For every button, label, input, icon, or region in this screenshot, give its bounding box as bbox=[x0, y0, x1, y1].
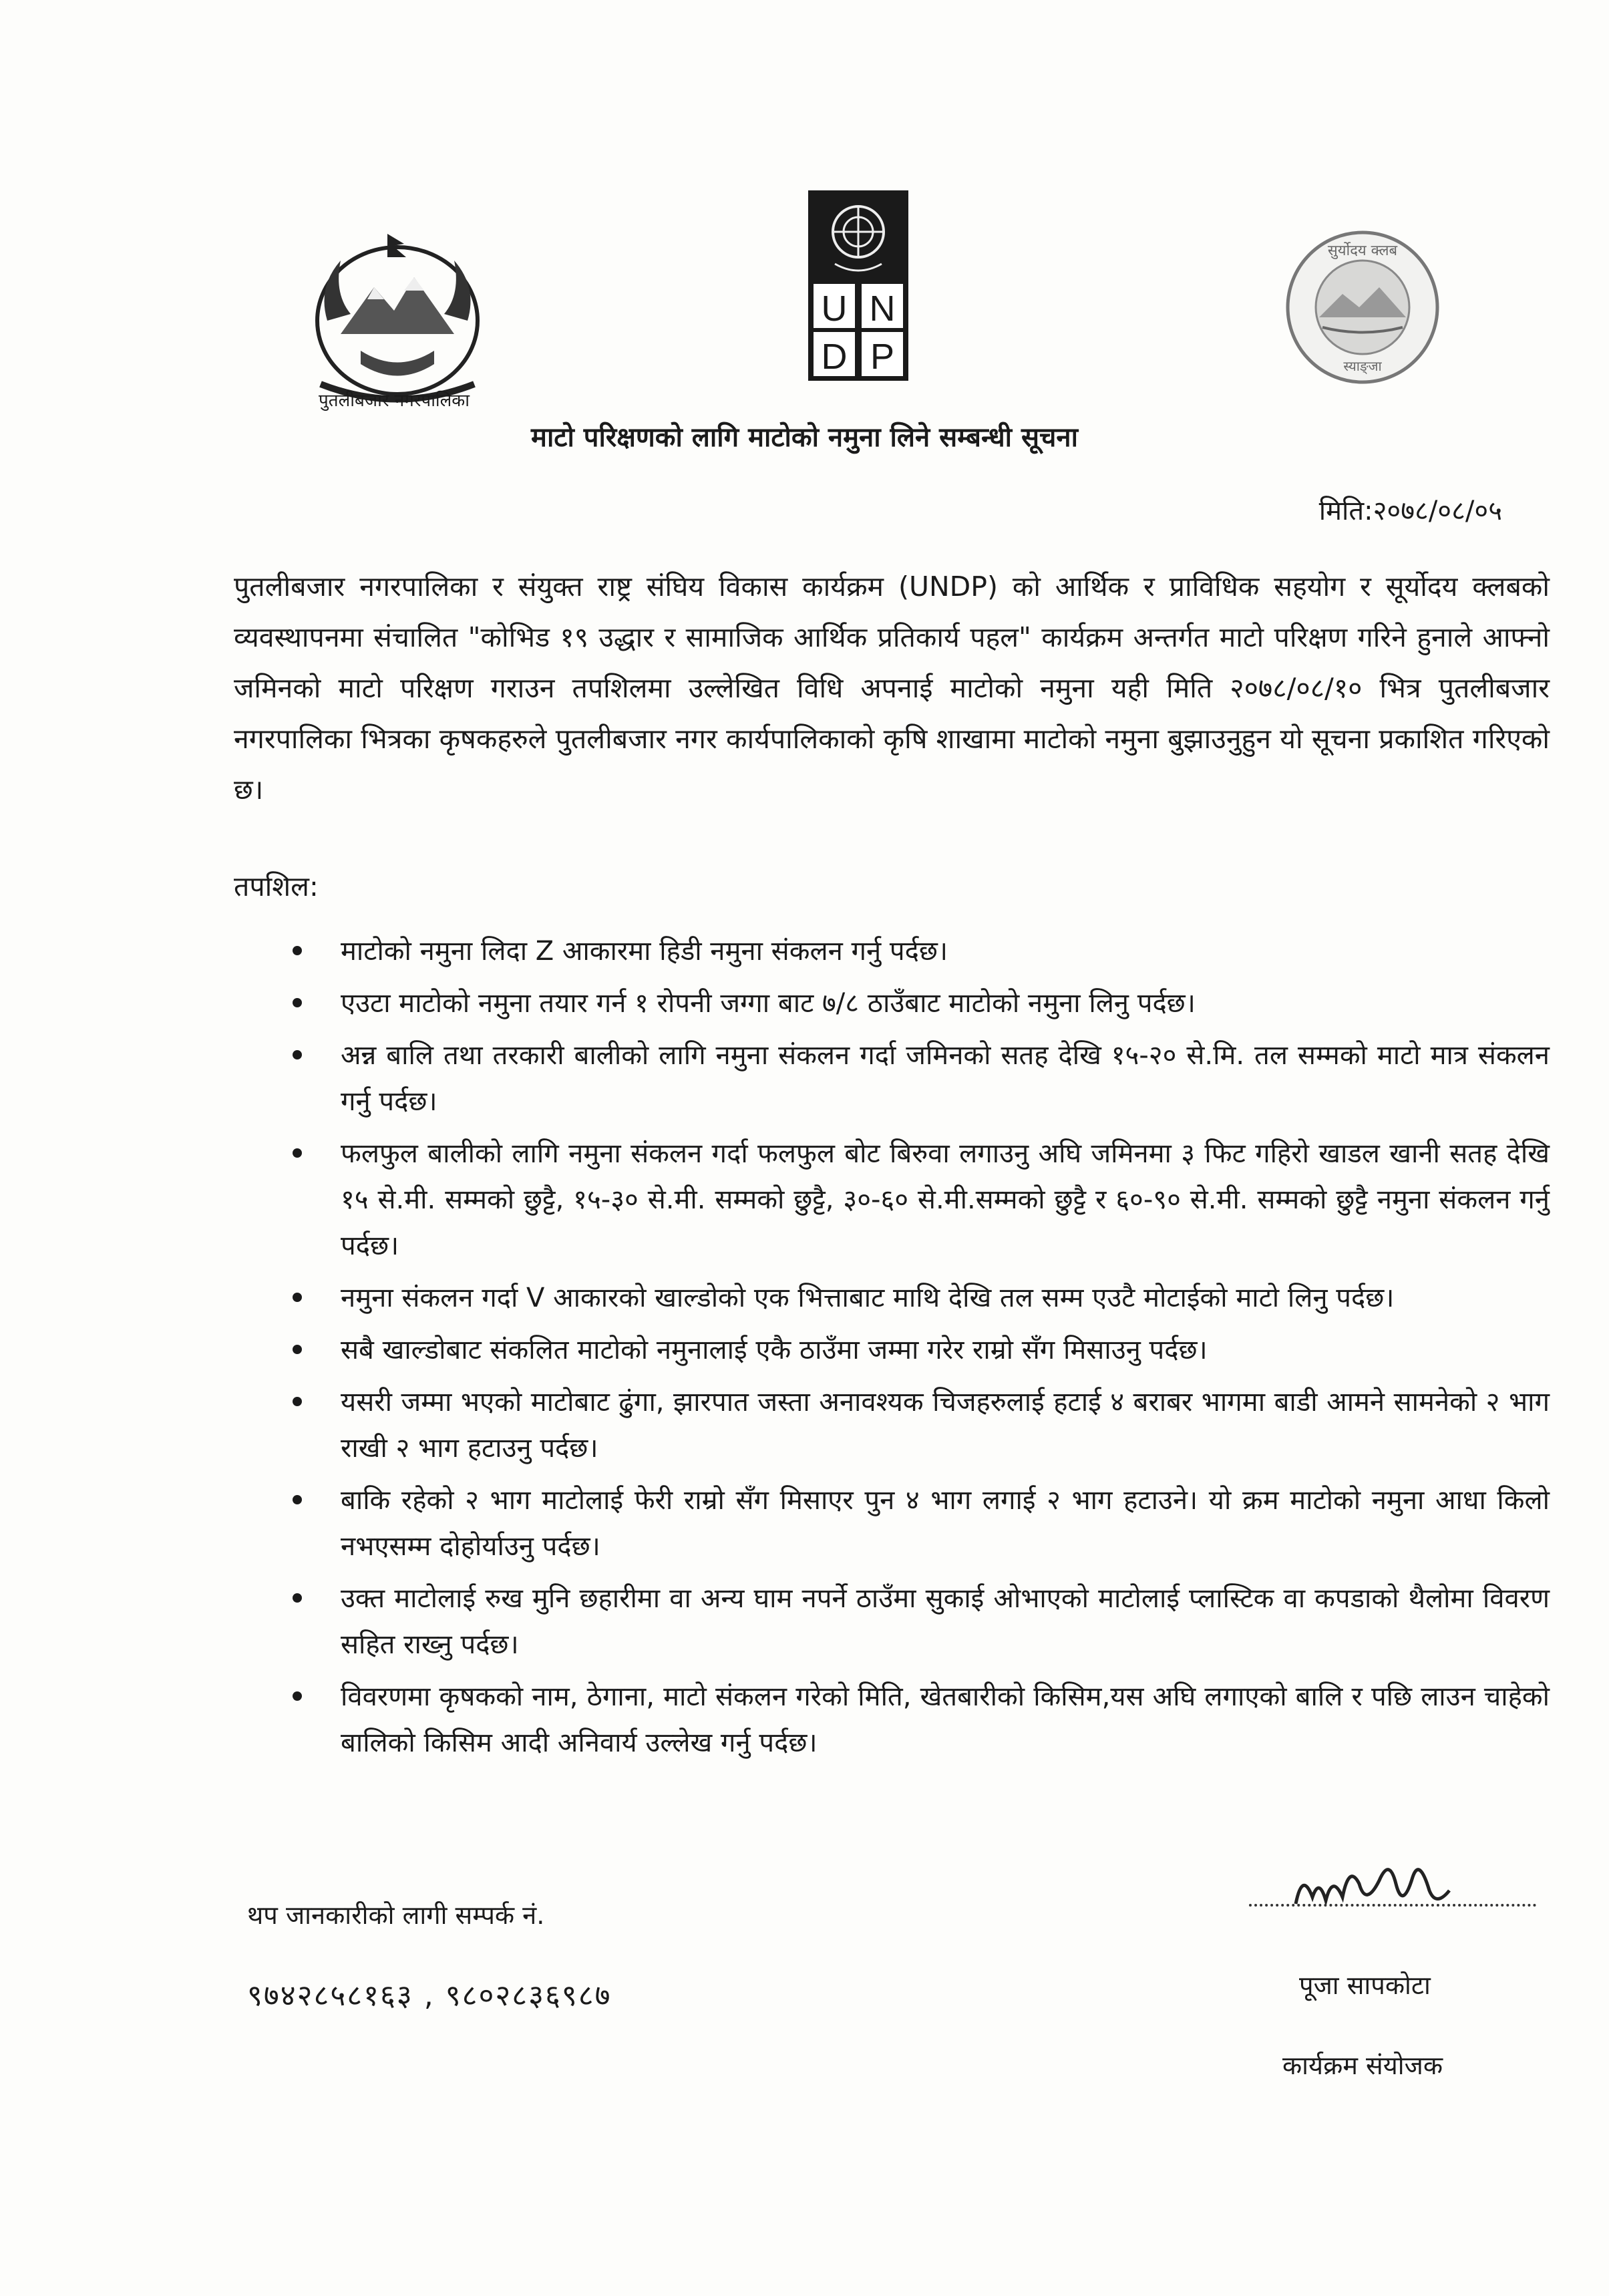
list-item bbox=[287, 1379, 1550, 1472]
undp-letter-u: U bbox=[821, 289, 848, 329]
list-item-text: बाकि रहेको २ भाग माटोलाई फेरी राम्रो सँग मिसाएर पुन ४ भाग लगाई २ भाग हटाउने। यो क्रम माटोको नमुना आधा किलो नभएसम्म दोहोर्याउनु पर्दछ। bbox=[341, 1485, 1550, 1562]
seal-top-text: सुर्योदय क्लब bbox=[1327, 242, 1398, 259]
list-item bbox=[287, 1033, 1550, 1125]
bullet-icon bbox=[293, 1495, 302, 1504]
notice-title: माटो परिक्षणको लागि माटोको नमुना लिने सम्बन्धी सूचना bbox=[531, 422, 1078, 453]
notice-date: मिति:२०७८/०८/०५ bbox=[1318, 496, 1502, 526]
bullet-icon bbox=[293, 1345, 302, 1354]
contact-label: थप जानकारीको लागी सम्पर्क नं. bbox=[247, 1901, 545, 1930]
undp-letter-p: P bbox=[870, 337, 895, 377]
bullet-icon bbox=[293, 1148, 302, 1158]
list-item-text: अन्न बालि तथा तरकारी बालीको लागि नमुना संकलन गर्दा जमिनको सतह देखि १५-२० से.मि. तल सम्मको माटो मात्र संकलन गर्नु पर्दछ। bbox=[341, 1040, 1550, 1117]
contact-phone-numbers: ९७४२८५८१६३ , ९८०२८३६९८७ bbox=[247, 1979, 612, 2013]
signature-image bbox=[1249, 1844, 1536, 1924]
bullet-icon bbox=[293, 946, 302, 955]
bullet-icon bbox=[293, 1293, 302, 1302]
bullet-icon bbox=[293, 1691, 302, 1701]
signer-title: कार्यक्रम संयोजक bbox=[1282, 2051, 1443, 2080]
undp-letter-n: N bbox=[869, 289, 896, 329]
list-item bbox=[287, 981, 1550, 1027]
list-item bbox=[287, 1478, 1550, 1570]
list-item bbox=[287, 1275, 1550, 1321]
undp-logo bbox=[808, 190, 908, 381]
list-item-text: सबै खाल्डोबाट संकलित माटोको नमुनालाई एकै ठाउँमा जम्मा गरेर राम्रो सँग मिसाउनु पर्दछ। bbox=[341, 1335, 1208, 1365]
list-item bbox=[287, 1576, 1550, 1668]
nepal-emblem-logo bbox=[287, 220, 508, 414]
list-item-text: नमुना संकलन गर्दा V आकारको खाल्डोको एक भित्ताबाट माथि देखि तल सम्म एउटै मोटाईको माटो लिनु पर्दछ। bbox=[341, 1283, 1395, 1313]
suryodaya-club-seal bbox=[1282, 227, 1443, 387]
list-item-text: फलफुल बालीको लागि नमुना संकलन गर्दा फलफुल बोट बिरुवा लगाउनु अघि जमिनमा ३ फिट गहिरो खाडल खानी सतह देखि १५ से.मी. सम्मको छुट्टै, १५-३० से.मी. सम्मको छुट्टै, ३०-६० से.मी.सम्मको छुट्टै र ६०-९० से.मी. सम्मको छुट्टै नमुना संकलन गर्नु पर्दछ। bbox=[341, 1138, 1550, 1261]
bullet-icon bbox=[293, 1593, 302, 1603]
bullet-icon bbox=[293, 1050, 302, 1059]
bullet-icon bbox=[293, 998, 302, 1007]
list-item bbox=[287, 1327, 1550, 1373]
list-item-text: एउटा माटोको नमुना तयार गर्न १ रोपनी जग्गा बाट ७/८ ठाउँबाट माटोको नमुना लिनु पर्दछ। bbox=[341, 988, 1196, 1019]
signer-name: पूजा सापकोटा bbox=[1299, 1971, 1431, 2000]
municipality-caption: पुतलीबजार नगरपालिका bbox=[319, 391, 470, 411]
details-label: तपशिल: bbox=[234, 870, 319, 903]
undp-letter-d: D bbox=[821, 337, 848, 377]
list-item-text: उक्त माटोलाई रुख मुनि छहारीमा वा अन्य घाम नपर्ने ठाउँमा सुकाई ओभाएको माटोलाई प्लास्टिक वा कपडाको थैलोमा विवरण सहित राख्नु पर्दछ। bbox=[341, 1583, 1550, 1660]
list-item-text: विवरणमा कृषकको नाम, ठेगाना, माटो संकलन गरेको मिति, खेतबारीको किसिम,यस अघि लगाएको बालि र पछि लाउन चाहेको बालिको किसिम आदी अनिवार्य उल्लेख गर्नु पर्दछ। bbox=[341, 1681, 1550, 1758]
seal-bottom-text: स्याङ्जा bbox=[1343, 358, 1382, 374]
list-item-text: माटोको नमुना लिदा Z आकारमा हिडी नमुना संकलन गर्नु पर्दछ। bbox=[341, 936, 948, 967]
list-item bbox=[287, 1131, 1550, 1269]
list-item bbox=[287, 1674, 1550, 1766]
list-item-text: यसरी जम्मा भएको माटोबाट ढुंगा, झारपात जस्ता अनावश्यक चिजहरुलाई हटाई ४ बराबर भागमा बाडी आमने सामनेको २ भाग राखी २ भाग हटाउनु पर्दछ। bbox=[341, 1387, 1550, 1464]
signature-line bbox=[1249, 1904, 1536, 1907]
instruction-list bbox=[287, 929, 1550, 1772]
notice-body-paragraph: पुतलीबजार नगरपालिका र संयुक्त राष्ट्र संघिय विकास कार्यक्रम (UNDP) को आर्थिक र प्राविधिक सहयोग र सूर्योदय क्लबको व्यवस्थापनमा संचालित "कोभिड १९ उद्धार र सामाजिक आर्थिक प्रतिकार्य पहल" कार्यक्रम अन्तर्गत माटो परिक्षण गरिने हुनाले आफ्नो जमिनको माटो परिक्षण गराउन तपशिलमा उल्लेखित विधि अपनाई माटोको नमुना यही मिति २०७८/०८/१० भित्र पुतलीबजार नगरपालिका भित्रका कृषकहरुले पुतलीबजार नगर कार्यपालिकाको कृषि शाखामा माटोको नमुना बुझाउनुहुन यो सूचना प्रकाशित गरिएको छ। bbox=[234, 570, 1550, 806]
list-item bbox=[287, 929, 1550, 975]
bullet-icon bbox=[293, 1397, 302, 1406]
